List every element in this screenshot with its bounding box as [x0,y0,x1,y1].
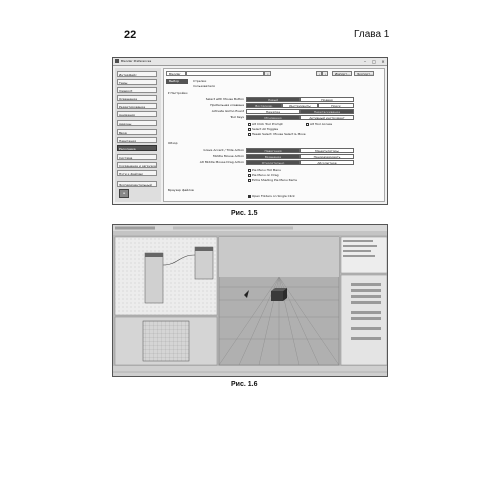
figure-caption-1-5: Рис. 1.5 [231,210,258,217]
sidebar-item-system[interactable]: Система [117,154,157,160]
next-preset-icon[interactable]: › [322,71,328,76]
preferences-section-header: ▾ Настройки [168,91,188,95]
keymap-preset-field[interactable] [186,71,264,76]
tilde-gizmos-option[interactable]: Манипуляторы [300,148,354,153]
tweak-select-checkbox[interactable]: Tweak Select: Mouse Select & Move [248,132,306,136]
middle-mouse-label: Middle Mouse Action [213,154,244,158]
gizmo-event-label: Activate Gizmo Event [211,109,244,113]
sidebar-item-addons[interactable]: Аддоны [117,120,157,126]
hamburger-menu-button[interactable]: ≡ [119,189,129,198]
alt-middle-absolute-option[interactable]: Абсолютное [300,160,354,165]
gizmo-press-option[interactable]: Нажатие [246,109,300,114]
prev-preset-icon[interactable]: ‹ [316,71,322,76]
view-section-label: Обзор [168,141,178,145]
select-left-option[interactable]: Левый [246,97,300,102]
tab-selection[interactable]: Выбор [166,79,188,84]
sidebar-item-save-load[interactable]: Сохранение и загрузка [119,164,156,168]
open-folders-single-click-checkbox[interactable]: Open Folders on Single Click [248,194,295,198]
tool-keys-immediate-option[interactable]: Мгновенно [246,115,300,120]
select-all-toggles-checkbox[interactable]: Select All Toggles [248,127,278,131]
file-browser-label: Браузер файлов [168,188,194,192]
window-title: Blender Preferences [121,59,152,63]
sidebar-item-keymap[interactable]: Раскладка [117,145,157,151]
window-titlebar [113,58,387,66]
middle-rotate-option[interactable]: Вращение [246,154,300,159]
select-mouse-label: Select with Mouse Button [205,97,244,101]
sidebar-item-file-paths[interactable]: Пути к файлам [117,170,157,176]
minimize-icon[interactable]: – [364,59,366,64]
spacebar-play-option[interactable]: Воспроизв. [246,103,282,108]
sidebar-item-navigation[interactable]: Навигация [117,137,157,143]
tilde-action-label: Grave Accent / Tilde Action [203,148,244,152]
blender-interface-drawing [113,225,388,377]
figure-caption-1-6: Рис. 1.6 [231,381,258,388]
tab-user-keymap[interactable]: Стрелки пользователя [193,79,215,88]
sidebar-item-experimental[interactable]: Экспериментальный [117,181,157,187]
preferences-sidebar [115,68,161,202]
preferences-window [112,57,388,205]
alt-middle-relative-option[interactable]: Относительно [246,160,300,165]
pie-on-drag-checkbox[interactable]: Pie Menu on Drag [248,173,279,177]
alt-click-prompt-checkbox[interactable]: Alt Click Tool Prompt [248,122,283,126]
sidebar-item-editing[interactable]: Редактирование [117,103,157,109]
close-icon[interactable]: × [381,59,385,64]
blender-logo-icon [115,59,119,63]
import-button[interactable]: Импорт... [332,71,352,76]
spacebar-search-option[interactable]: Поиск [318,103,354,108]
alt-tool-access-checkbox[interactable]: Alt Tool Access [306,122,332,126]
sidebar-item-themes[interactable]: Темы [117,79,157,85]
maximize-icon[interactable]: □ [372,59,376,64]
tilde-navigate-option[interactable]: Навигация [246,148,300,153]
pie-hot-menu-checkbox[interactable]: Pie Menu Hot Menu [248,168,281,172]
tool-keys-label: Tool Keys [230,115,244,119]
page-number: 22 [124,29,137,41]
sidebar-item-interface[interactable]: Интерфейс [117,71,157,77]
preferences-main-panel [163,68,385,202]
chapter-title: Глава 1 [354,29,390,40]
sidebar-item-viewport[interactable]: Viewport [117,87,157,93]
search-icon[interactable]: ⌕ [264,71,271,76]
middle-pan-option[interactable]: Панорамировать [300,154,354,159]
sidebar-item-animation[interactable]: Анимация [117,111,157,117]
blender-screenshot [112,224,388,377]
gizmo-drag-option[interactable]: Перетаскивание [300,109,354,114]
spacebar-tools-option[interactable]: Инструменты [282,103,318,108]
export-button[interactable]: Экспорт... [354,71,374,76]
tool-keys-active-option[interactable]: Активный инструмент [300,115,354,120]
select-right-option[interactable]: Правая [300,97,354,102]
spacebar-action-label: Пробельная клавиша [210,103,244,107]
keymap-preset-dropdown[interactable]: Blender [166,71,186,76]
extra-shading-pie-checkbox[interactable]: Extra Shading Pie Menu Items [248,178,297,182]
alt-middle-drag-label: Alt Middle Mouse Drag Action [199,160,244,164]
sidebar-item-input[interactable]: Ввод [117,129,157,135]
sidebar-item-lights[interactable]: Освещение [117,95,157,101]
